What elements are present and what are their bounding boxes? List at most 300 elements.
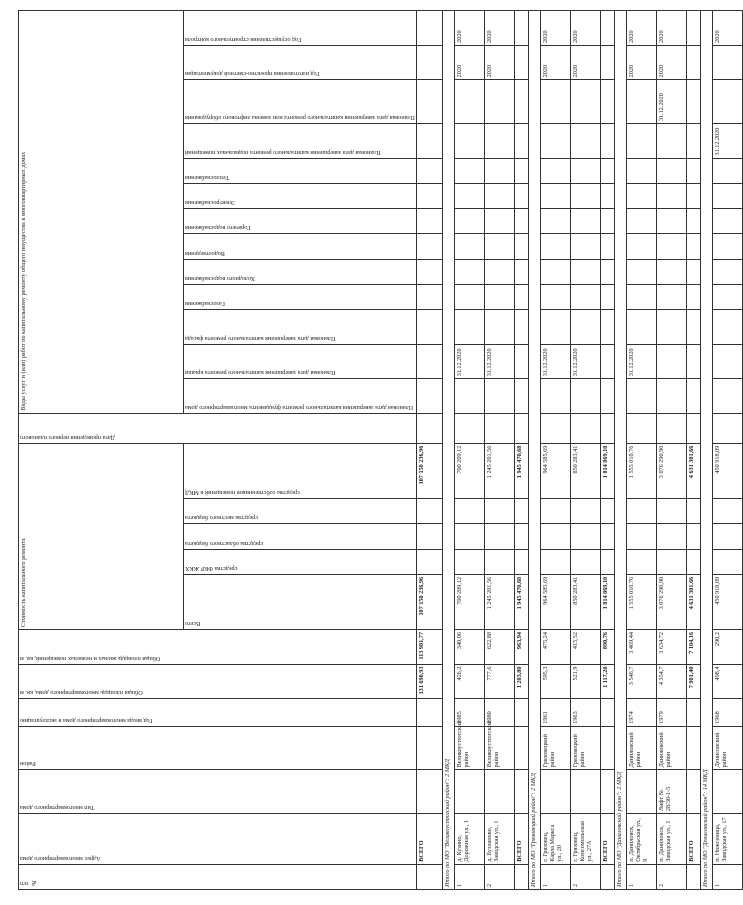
section-title-row xyxy=(528,11,540,890)
section-total-row xyxy=(686,11,700,890)
row-num: 1 xyxy=(540,864,570,889)
total-empty xyxy=(600,285,614,310)
header-cost-local: средства местного бюджета xyxy=(184,498,417,523)
row-w-control: 2020 xyxy=(454,11,484,46)
row-w-engineering xyxy=(626,183,656,208)
total-cost: 1 945 470,68 xyxy=(514,574,528,629)
row-total-area: 426,2 xyxy=(454,664,484,699)
total-empty xyxy=(600,80,614,124)
row-w-engineering xyxy=(712,259,742,284)
total-fund xyxy=(686,549,700,574)
row-w-engineering xyxy=(484,183,514,208)
row-cost-fund xyxy=(540,549,570,574)
total-empty xyxy=(686,158,700,183)
row-w-roof: 31.12.2020 xyxy=(570,344,600,379)
header-w-roof: Плановая дата завершения капитального ремонта крыши xyxy=(184,344,417,379)
row-cost-local xyxy=(570,498,600,523)
row-w-engineering xyxy=(656,183,686,208)
total-empty xyxy=(600,259,614,284)
row-w-engineering xyxy=(712,209,742,234)
row-type: Лифт № 28/30-1-5 xyxy=(656,770,686,814)
total-region xyxy=(600,524,614,549)
row-w-engineering xyxy=(540,158,570,183)
row-w-facade xyxy=(626,310,656,345)
total-empty xyxy=(514,379,528,414)
total-empty xyxy=(686,80,700,124)
row-w-facade xyxy=(484,310,514,345)
header-survey-date: Дата проведения первого планового xyxy=(19,413,417,443)
header-w-gas: Газоснабжения xyxy=(184,285,417,310)
row-res-area: 415,52 xyxy=(570,630,600,665)
row-num: 2 xyxy=(570,864,600,889)
row-w-basement xyxy=(656,124,686,159)
row-w-foundation xyxy=(540,379,570,414)
grand-total-area: 131 690,93 xyxy=(416,664,442,699)
row-address: г. Грязовец, Комсомольская ул., 27А xyxy=(570,814,600,865)
header-district: Район xyxy=(19,726,417,770)
row-w-foundation xyxy=(484,379,514,414)
header-cost-region: средства областного бюджета xyxy=(184,524,417,549)
total-empty xyxy=(686,379,700,414)
row-cost-owners: 3 076 290,90 xyxy=(656,443,686,498)
row-w-control: 2020 xyxy=(626,11,656,46)
total-empty xyxy=(600,413,614,443)
header-type: Тип многоквартирного дома xyxy=(19,770,417,814)
row-district: Даниловский район xyxy=(626,726,656,770)
table-row xyxy=(484,11,514,890)
header-cost-fund: средства ФКР ЖКХ xyxy=(184,549,417,574)
row-w-engineering xyxy=(712,234,742,259)
header-w-cold: Холодного водоснабжения xyxy=(184,259,417,284)
row-w-engineering xyxy=(540,259,570,284)
row-cost-total: 1 555 010,76 xyxy=(626,574,656,629)
row-w-engineering xyxy=(484,259,514,284)
table-row xyxy=(540,11,570,890)
row-cost-region xyxy=(656,524,686,549)
row-w-design xyxy=(712,45,742,80)
header-address: Адрес многоквартирного дома xyxy=(19,814,417,865)
total-empty xyxy=(514,259,528,284)
row-year: 1963 xyxy=(570,699,600,727)
row-num: 1 xyxy=(712,864,742,889)
row-total-area: 3 546,7 xyxy=(626,664,656,699)
row-w-roof: 31.12.2020 xyxy=(626,344,656,379)
row-w-engineering xyxy=(570,234,600,259)
header-w-foundation: Плановая дата завершения капитального ремонта фундамента многоквартирного дома xyxy=(184,379,417,414)
total-cost: 1 814 869,10 xyxy=(600,574,614,629)
row-w-foundation xyxy=(454,379,484,414)
table-row xyxy=(656,11,686,890)
row-address: п. Даниловск, Заводская ул., 1 xyxy=(656,814,686,865)
grand-total-label: ВСЕГО xyxy=(416,814,442,865)
total-fund xyxy=(514,549,528,574)
row-w-facade xyxy=(570,310,600,345)
row-num: 2 xyxy=(484,864,514,889)
row-w-roof: 31.12.2020 xyxy=(454,344,484,379)
row-w-engineering xyxy=(656,209,686,234)
row-num: 1 xyxy=(626,864,656,889)
row-w-engineering xyxy=(454,183,484,208)
section-title: Итого по МО "Великоустюгский район": 2 МКД xyxy=(442,11,454,890)
row-w-engineering xyxy=(454,234,484,259)
row-w-engineering xyxy=(540,209,570,234)
row-district: Грязовецкий район xyxy=(540,726,570,770)
total-empty xyxy=(686,183,700,208)
total-empty xyxy=(514,310,528,345)
header-w-facade: Плановая дата завершения капитального ремонта фасада xyxy=(184,310,417,345)
row-type xyxy=(626,770,656,814)
row-w-engineering xyxy=(656,259,686,284)
row-cost-owners: 850 283,41 xyxy=(570,443,600,498)
row-survey-date xyxy=(540,413,570,443)
row-type xyxy=(484,770,514,814)
header-w-elevator: Плановая дата завершения капитального ремонта или замены лифтового оборудования xyxy=(184,80,417,124)
total-district xyxy=(514,726,528,770)
row-cost-local xyxy=(454,498,484,523)
row-address: п. Даниловск, Октябрьская ул., 9 xyxy=(626,814,656,865)
row-num: 2 xyxy=(656,864,686,889)
total-local xyxy=(514,498,528,523)
capital-repair-table xyxy=(18,10,743,890)
total-empty xyxy=(514,11,528,46)
row-w-engineering xyxy=(712,183,742,208)
header-cost-total: Всего xyxy=(184,574,417,629)
row-w-control: 2020 xyxy=(540,11,570,46)
row-cost-fund xyxy=(570,549,600,574)
total-empty xyxy=(686,45,700,80)
row-address: г. Грязовец, Карла Маркса ул., 20 xyxy=(540,814,570,865)
row-w-engineering xyxy=(570,158,600,183)
row-w-facade xyxy=(454,310,484,345)
total-type xyxy=(514,770,528,814)
row-cost-fund xyxy=(712,549,742,574)
total-empty xyxy=(514,80,528,124)
row-w-engineering xyxy=(656,234,686,259)
row-w-facade xyxy=(540,310,570,345)
header-w-basement: Плановая дата завершения капитального ремонта подвальных помещений xyxy=(184,124,417,159)
total-empty xyxy=(514,158,528,183)
total-empty xyxy=(600,183,614,208)
row-w-roof: 31.12.2020 xyxy=(484,344,514,379)
row-cost-region xyxy=(626,524,656,549)
header-num: № п/п xyxy=(19,864,417,889)
total-local xyxy=(600,498,614,523)
header-res-area: Общая площадь жилых и нежилых помещений, кв. м xyxy=(19,630,417,665)
total-empty xyxy=(600,234,614,259)
row-cost-total: 964 585,69 xyxy=(540,574,570,629)
table-row xyxy=(454,11,484,890)
row-cost-total: 3 076 290,90 xyxy=(656,574,686,629)
row-cost-owners: 450 918,09 xyxy=(712,443,742,498)
grand-total-row xyxy=(416,11,442,890)
header-works-group: Виды услуг и (или) работ по капитальному ремонту общего имущества в многоквартирных домах xyxy=(19,11,184,414)
total-empty xyxy=(600,344,614,379)
total-owners: 1 945 470,68 xyxy=(514,443,528,498)
row-cost-total: 450 918,09 xyxy=(712,574,742,629)
row-w-roof xyxy=(656,344,686,379)
section-title: Итого по МО "Даниловский район": 2 МКД xyxy=(614,11,626,890)
row-district: Великоустюгский район xyxy=(484,726,514,770)
row-survey-date xyxy=(712,413,742,443)
total-empty xyxy=(686,259,700,284)
row-cost-total: 1 245 201,56 xyxy=(484,574,514,629)
total-empty xyxy=(600,45,614,80)
total-empty xyxy=(514,285,528,310)
row-cost-fund xyxy=(454,549,484,574)
total-owners: 4 631 301,66 xyxy=(686,443,700,498)
row-cost-region xyxy=(712,524,742,549)
total-empty xyxy=(514,183,528,208)
row-cost-region xyxy=(454,524,484,549)
total-local xyxy=(686,498,700,523)
section-title: Итого по МО "Денисовский район": 14 МКД xyxy=(700,11,712,890)
row-cost-owners: 1 245 201,56 xyxy=(484,443,514,498)
total-empty xyxy=(514,344,528,379)
total-label: ВСЕГО xyxy=(514,814,528,865)
row-w-control: 2020 xyxy=(484,11,514,46)
row-res-area: 622,88 xyxy=(484,630,514,665)
row-type xyxy=(540,770,570,814)
table-row xyxy=(712,11,742,890)
total-num xyxy=(686,864,700,889)
row-w-design: 2020 xyxy=(540,45,570,80)
section-title-row xyxy=(614,11,626,890)
row-w-engineering xyxy=(712,285,742,310)
row-cost-local xyxy=(626,498,656,523)
row-res-area: 3 634,72 xyxy=(656,630,686,665)
rotated-table-sheet xyxy=(18,10,728,890)
row-address: д. Бузланово, Заводская ул., 1 xyxy=(484,814,514,865)
row-w-facade xyxy=(656,310,686,345)
row-district: Денисовский район xyxy=(712,726,742,770)
row-year: 1961 xyxy=(540,699,570,727)
total-year xyxy=(686,699,700,727)
row-w-engineering xyxy=(570,183,600,208)
row-cost-fund xyxy=(484,549,514,574)
row-w-engineering xyxy=(454,209,484,234)
section-title-row xyxy=(442,11,454,890)
total-cost: 4 631 301,66 xyxy=(686,574,700,629)
row-w-elevator xyxy=(570,80,600,124)
total-res-area: 963,94 xyxy=(514,630,528,665)
row-total-area: 498,4 xyxy=(712,664,742,699)
section-total-row xyxy=(514,11,528,890)
row-w-engineering xyxy=(454,259,484,284)
row-cost-local xyxy=(540,498,570,523)
total-empty xyxy=(600,310,614,345)
row-cost-region xyxy=(570,524,600,549)
section-title: Итого по МО "Грязовецкий район": 2 МКД xyxy=(528,11,540,890)
table-row xyxy=(626,11,656,890)
row-w-basement xyxy=(626,124,656,159)
row-res-area: 475,24 xyxy=(540,630,570,665)
row-res-area: 340,06 xyxy=(454,630,484,665)
header-w-design: Год изготовления проектно-сметной документации xyxy=(184,45,417,80)
total-num xyxy=(514,864,528,889)
total-label: ВСЕГО xyxy=(686,814,700,865)
row-w-engineering xyxy=(626,234,656,259)
row-w-engineering xyxy=(656,158,686,183)
row-w-roof xyxy=(712,344,742,379)
total-empty xyxy=(686,285,700,310)
header-total-area: Общая площадь многоквартирного дома, кв. м xyxy=(19,664,417,699)
row-w-engineering xyxy=(626,259,656,284)
total-empty xyxy=(514,234,528,259)
row-district: Грязовецкий район xyxy=(570,726,600,770)
row-survey-date xyxy=(626,413,656,443)
row-w-design: 2020 xyxy=(656,45,686,80)
row-w-engineering xyxy=(540,183,570,208)
total-empty xyxy=(514,45,528,80)
row-cost-owners: 1 555 010,76 xyxy=(626,443,656,498)
row-w-foundation xyxy=(626,379,656,414)
total-area: 7 901,40 xyxy=(686,664,700,699)
row-res-area: 3 469,44 xyxy=(626,630,656,665)
total-district xyxy=(686,726,700,770)
row-survey-date xyxy=(484,413,514,443)
table-body xyxy=(442,11,742,890)
row-w-engineering xyxy=(484,209,514,234)
total-empty xyxy=(686,234,700,259)
total-empty xyxy=(686,11,700,46)
total-empty xyxy=(514,209,528,234)
row-year: 1968 xyxy=(712,699,742,727)
total-empty xyxy=(600,158,614,183)
row-cost-fund xyxy=(626,549,656,574)
row-w-engineering xyxy=(712,158,742,183)
row-cost-fund xyxy=(656,549,686,574)
total-empty xyxy=(600,379,614,414)
total-type xyxy=(600,770,614,814)
row-res-area: 290,2 xyxy=(712,630,742,665)
header-w-heat: Теплоснабжения xyxy=(184,158,417,183)
row-w-control: 2020 xyxy=(570,11,600,46)
total-empty xyxy=(686,209,700,234)
row-w-foundation xyxy=(570,379,600,414)
row-w-roof: 31.12.2020 xyxy=(540,344,570,379)
row-address: п. Нюксеница, Заводская ул., 17 xyxy=(712,814,742,865)
row-type xyxy=(570,770,600,814)
row-w-basement xyxy=(570,124,600,159)
row-survey-date xyxy=(454,413,484,443)
row-w-engineering xyxy=(626,158,656,183)
row-year: 1985 xyxy=(454,699,484,727)
header-cost-owners: средства собственников помещений в МКД xyxy=(184,443,417,498)
header-w-electric: Электроснабжения xyxy=(184,183,417,208)
row-survey-date xyxy=(656,413,686,443)
total-year xyxy=(514,699,528,727)
row-w-elevator xyxy=(626,80,656,124)
total-empty xyxy=(600,124,614,159)
header-w-drain: Водоотведения xyxy=(184,234,417,259)
row-w-foundation xyxy=(656,379,686,414)
total-year xyxy=(600,699,614,727)
total-region xyxy=(686,524,700,549)
row-num: 1 xyxy=(454,864,484,889)
row-w-engineering xyxy=(570,259,600,284)
row-w-engineering xyxy=(626,209,656,234)
total-empty xyxy=(686,310,700,345)
total-area: 1 203,80 xyxy=(514,664,528,699)
total-label: ВСЕГО xyxy=(600,814,614,865)
header-cost-group: Стоимость капитального ремонта xyxy=(19,443,184,629)
row-w-elevator xyxy=(484,80,514,124)
grand-total-res-area: 113 981,77 xyxy=(416,630,442,665)
row-w-elevator xyxy=(454,80,484,124)
row-w-control: 2020 xyxy=(712,11,742,46)
header-year: Год ввода многоквартирного дома в эксплуатацию xyxy=(19,699,417,727)
row-w-foundation xyxy=(712,379,742,414)
row-cost-local xyxy=(484,498,514,523)
total-empty xyxy=(514,124,528,159)
row-type xyxy=(454,770,484,814)
row-w-elevator xyxy=(540,80,570,124)
total-type xyxy=(686,770,700,814)
row-cost-local xyxy=(656,498,686,523)
header-w-control: Год осуществления строительного контроля xyxy=(184,11,417,46)
total-empty xyxy=(686,413,700,443)
row-district: Даниловский район xyxy=(656,726,686,770)
row-w-engineering xyxy=(454,285,484,310)
table-row xyxy=(570,11,600,890)
total-empty xyxy=(514,413,528,443)
row-cost-owners: 700 209,12 xyxy=(454,443,484,498)
row-cost-owners: 964 585,69 xyxy=(540,443,570,498)
row-total-area: 595,3 xyxy=(540,664,570,699)
total-empty xyxy=(686,344,700,379)
total-area: 1 117,20 xyxy=(600,664,614,699)
header-w-hot: Горячего водоснабжения xyxy=(184,209,417,234)
total-owners: 1 814 869,10 xyxy=(600,443,614,498)
row-year: 1974 xyxy=(626,699,656,727)
total-empty xyxy=(600,209,614,234)
total-num xyxy=(600,864,614,889)
row-w-basement xyxy=(484,124,514,159)
row-survey-date xyxy=(570,413,600,443)
grand-total-cost: 107 150 236,96 xyxy=(416,574,442,629)
section-total-row xyxy=(600,11,614,890)
row-w-engineering xyxy=(570,285,600,310)
total-res-area: 890,76 xyxy=(600,630,614,665)
row-cost-total: 700 209,12 xyxy=(454,574,484,629)
row-w-engineering xyxy=(656,285,686,310)
row-w-engineering xyxy=(626,285,656,310)
row-year: 1979 xyxy=(656,699,686,727)
row-type xyxy=(712,770,742,814)
row-w-engineering xyxy=(484,285,514,310)
row-w-engineering xyxy=(454,158,484,183)
total-district xyxy=(600,726,614,770)
row-w-engineering xyxy=(570,209,600,234)
row-cost-total: 850 283,41 xyxy=(570,574,600,629)
row-w-design: 2020 xyxy=(484,45,514,80)
row-total-area: 521,9 xyxy=(570,664,600,699)
total-fund xyxy=(600,549,614,574)
row-w-elevator xyxy=(712,80,742,124)
total-empty xyxy=(686,124,700,159)
total-empty xyxy=(600,11,614,46)
row-w-engineering xyxy=(484,234,514,259)
row-w-basement xyxy=(454,124,484,159)
total-res-area: 7 104,16 xyxy=(686,630,700,665)
row-w-basement xyxy=(540,124,570,159)
row-w-engineering xyxy=(540,285,570,310)
row-w-design: 2020 xyxy=(454,45,484,80)
row-district: Великоустюгский район xyxy=(454,726,484,770)
row-w-engineering xyxy=(540,234,570,259)
row-year: 1980 xyxy=(484,699,514,727)
row-w-control: 2020 xyxy=(656,11,686,46)
